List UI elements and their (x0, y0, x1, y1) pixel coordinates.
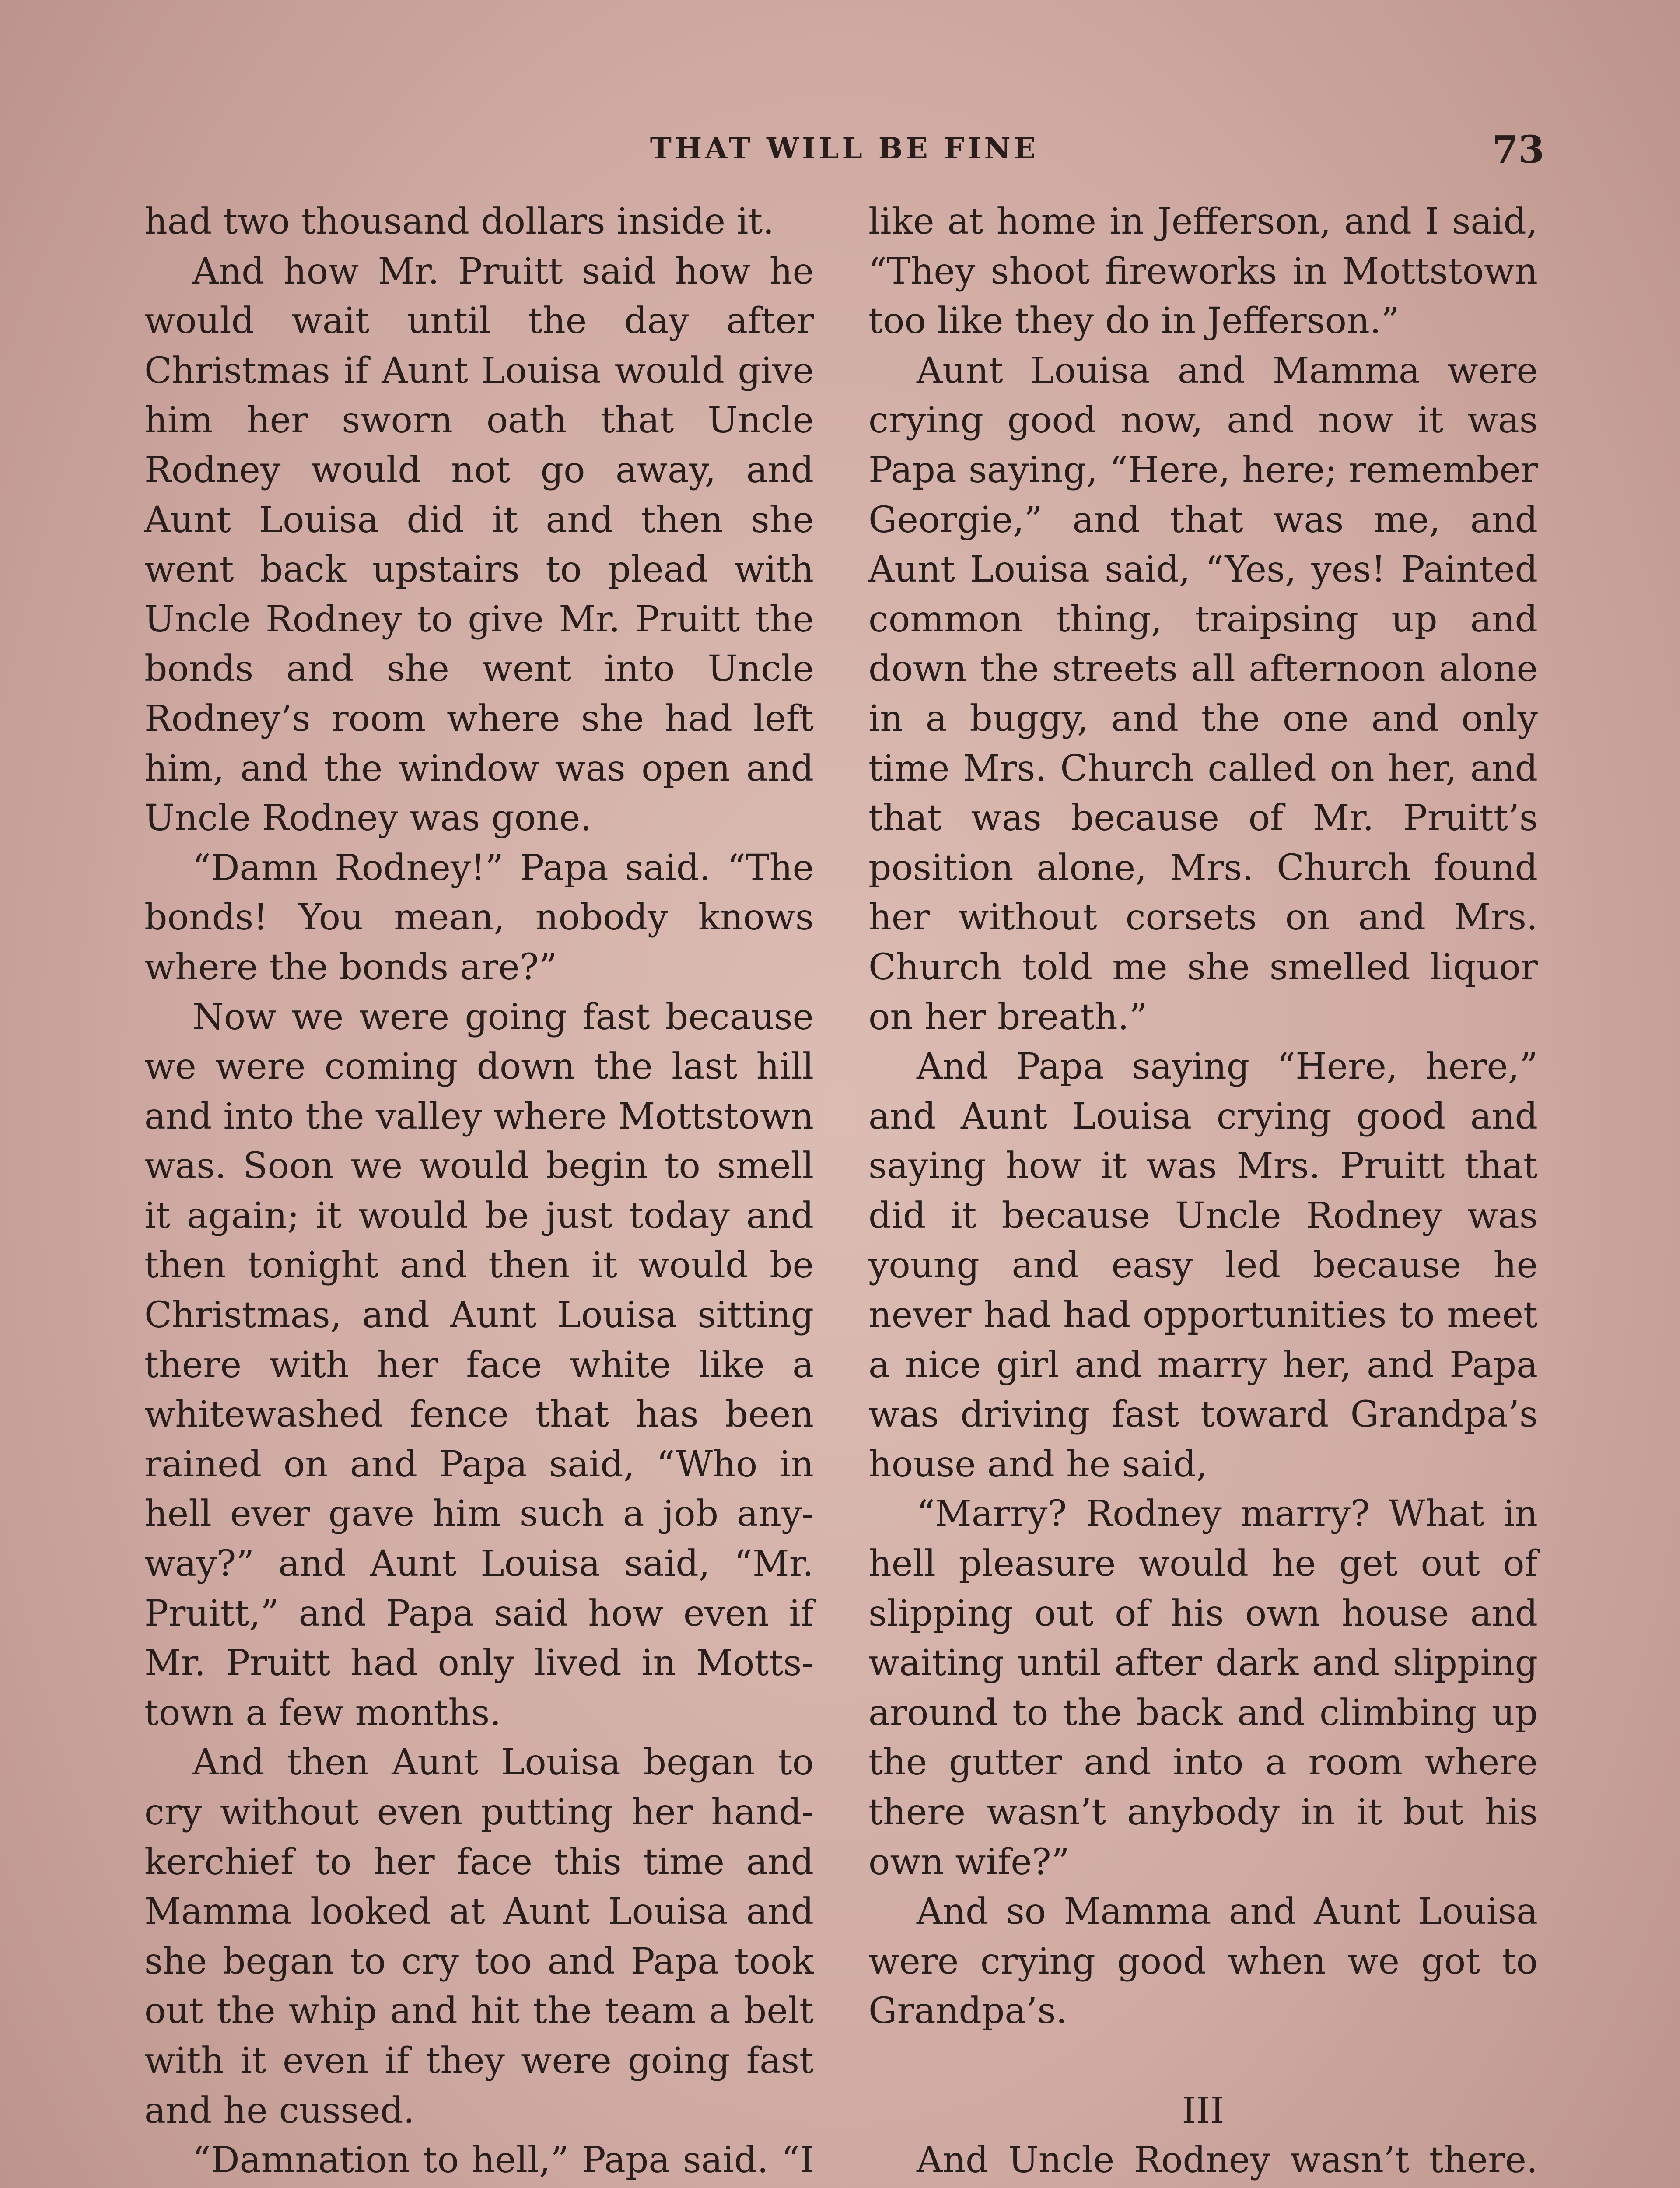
paragraph: Aunt Louisa and Mamma were crying good now, and now it was Papa saying, “Here, here; remember Georgie,” and that was me, and Aunt Louisa said, “Yes, yes! Painted common thing, traipsing up and down the streets all afternoon alone in a buggy, and the one and only time Mrs. Church called on her, and that was because of Mr. Pruitt’s position alone, Mrs. Church found her without corsets on and Mrs. Church told me she smelled liquor on her breath.” (868, 350, 1538, 1038)
paragraph: “Damnation to hell,” Papa said. “I (192, 2139, 814, 2181)
left-column (144, 197, 814, 2188)
paragraph: And then Aunt Louisa began to cry without even putting her handkerchief to her face this time and Mamma looked at Aunt Louisa and she began to cry too and Papa took out the whip and hit the team a belt with it even if they were going fast and he cussed. (144, 1742, 814, 2132)
paragraph: “Damn Rodney!” Papa said. “The bonds! You mean, nobody knows where the bonds are?” (144, 847, 814, 988)
paragraph: And Uncle Rodney wasn’t there. (917, 2139, 1538, 2181)
right-column (868, 197, 1538, 2188)
paragraph: Now we were going fast because we were coming down the last hill and into the valley where Mottstown was. Soon we would begin to smell it again; it would be just today and then tonight and then it would be Christmas, and Aunt Louisa sitting there with her face white like a whitewashed fence that has been rained on and Papa said, “Who in hell ever gave him such a job anyway?” and Aunt Louisa said, “Mr. Pruitt,” and Papa said how even if Mr. Pruitt had only lived in Mottstown a few months. (144, 996, 814, 1734)
page-header (144, 128, 1544, 179)
page-number: 73 (1492, 128, 1544, 172)
paragraph: And how Mr. Pruitt said how he would wait until the day after Christmas if Aunt Louisa would give him her sworn oath that Uncle Rodney would not go away, and Aunt Louisa did it and then she went back upstairs to plead with Uncle Rodney to give Mr. Pruitt the bonds and she went into Uncle Rodney’s room where she had left him, and the window was open and Uncle Rodney was gone. (144, 250, 814, 839)
section-heading: III (1182, 2090, 1225, 2132)
running-title: THAT WILL BE FINE (650, 131, 1039, 165)
paragraph: And so Mamma and Aunt Louisa were crying good when we got to Grandpa’s. (868, 1891, 1538, 2032)
paragraph: had two thousand dollars inside it. (144, 201, 774, 242)
paragraph: And Papa saying “Here, here,” and Aunt Louisa crying good and saying how it was Mrs. Pruitt that did it because Uncle Rodney was young and easy led because he never had had opportunities to meet a nice girl and marry her, and Papa was driving fast toward Grandpa’s house and he said, (868, 1046, 1538, 1485)
paragraph: “Marry? Rodney marry? What in hell pleasure would he get out of slipping out of his own house and waiting until after dark and slipping around to the back and climbing up the gutter and into a room where there wasn’t anybody in it but his own wife?” (868, 1493, 1538, 1883)
paragraph: like at home in Jefferson, and I said, “They shoot fireworks in Mottstown too like they do in Jefferson.” (868, 201, 1538, 342)
